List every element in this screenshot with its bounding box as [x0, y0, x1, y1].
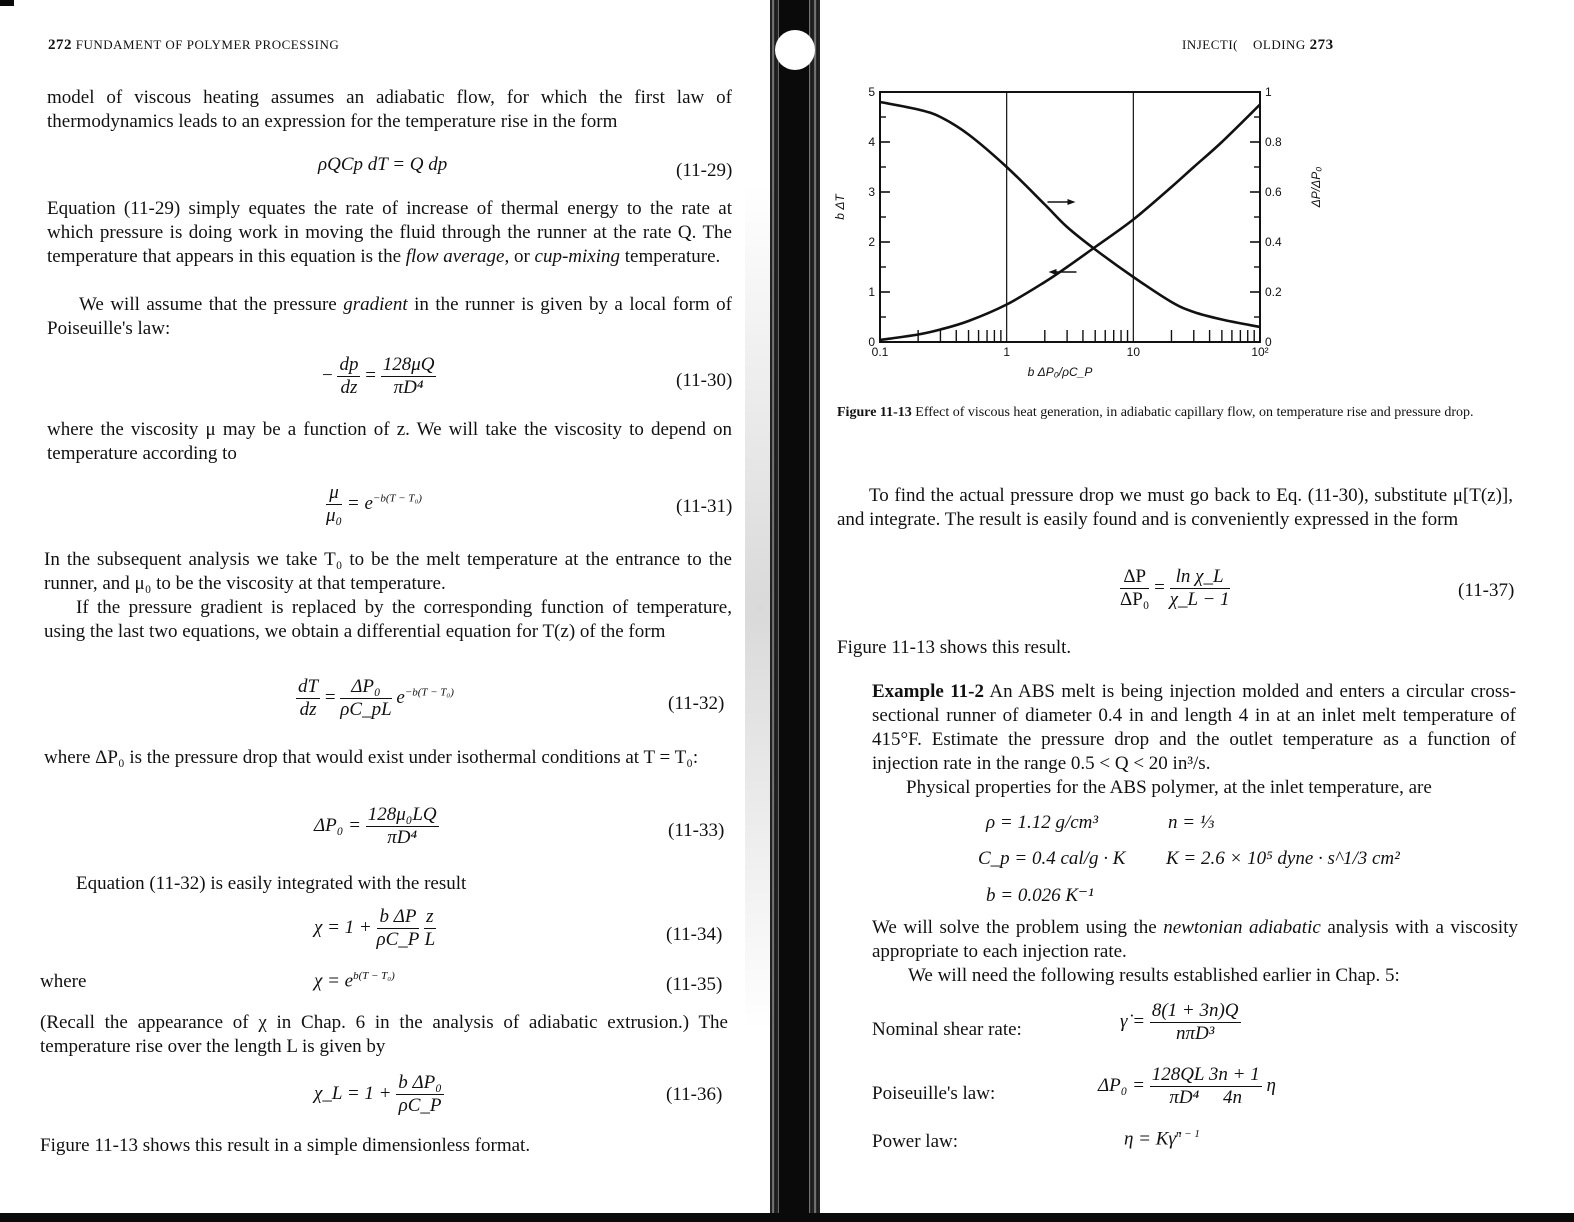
denominator: πD⁴ [393, 377, 424, 398]
fraction [1170, 566, 1230, 611]
equation-lhs: χ = 1 + [314, 916, 372, 938]
y-right-tick-label: 0 [1265, 335, 1272, 349]
equation-number: (11-36) [666, 1084, 723, 1105]
left-arrow-head-icon [1048, 269, 1056, 275]
numerator: 128μQ [382, 354, 435, 375]
equation-shear-rate [1120, 1000, 1241, 1045]
paragraph: where ΔP₀ is the pressure drop that would exist under isothermal conditions at T = T₀: [44, 747, 699, 768]
equation-number: (11-29) [676, 160, 733, 181]
equation-11-35 [314, 970, 395, 992]
numerator: 128μ₀LQ [367, 804, 437, 825]
paragraph [47, 293, 732, 341]
paragraph: model of viscous heating assumes an adiabatic flow, for which the first law of thermodynamics leads to an expression for the temperature rise in the form [47, 87, 732, 132]
equation-lhs: ΔP₀ = [1098, 1074, 1145, 1096]
right-running-title: INJECTI( OLDING [1182, 37, 1306, 52]
fraction [366, 804, 439, 849]
fraction [296, 676, 320, 721]
y-right-tick-label: 0.6 [1265, 185, 1282, 199]
fraction [396, 1072, 444, 1117]
equation-number: (11-35) [666, 974, 723, 995]
x-axis-label: b ΔP₀/ρC_P [1027, 365, 1093, 379]
left-page-number: 272 [48, 37, 72, 53]
numerator: ln χ_L [1170, 566, 1230, 589]
denominator: ΔP₀ [1120, 589, 1150, 610]
fraction [1120, 566, 1149, 611]
paragraph: If the pressure gradient is replaced by the corresponding function of temperature, using the last two equations, we obtain a differential equation for T(z) of the form [44, 597, 732, 642]
text: analysis with a viscosity appropriate to each injection rate. [872, 917, 1518, 962]
denominator: ρC_P [398, 1095, 442, 1116]
fraction [381, 354, 437, 399]
text: We will solve the problem using the [872, 917, 1164, 938]
numerator: b ΔP [377, 906, 420, 929]
paragraph [47, 197, 732, 269]
paragraph [872, 916, 1518, 964]
emphasis: cup-mixing [534, 246, 621, 267]
equation-number: (11-37) [1458, 580, 1515, 601]
result-label: Power law: [872, 1131, 959, 1152]
emphasis: newtonian adiabatic [1163, 917, 1321, 938]
y-tick-label: 1 [868, 285, 875, 299]
eta-symbol: η [1266, 1074, 1276, 1096]
x-tick-label: 1 [1003, 345, 1011, 359]
y-tick-label: 5 [868, 85, 875, 99]
left-running-title: FUNDAMENT OF POLYMER PROCESSING [75, 37, 340, 52]
example-label: Example 11-2 [872, 681, 984, 702]
equation-number: (11-33) [668, 820, 725, 841]
property-k: K = 2.6 × 10⁵ dyne · s^1/3 cm² [1166, 848, 1400, 869]
text: We will assume that the pressure [79, 294, 344, 315]
denominator: L [424, 929, 436, 950]
paragraph: where the viscosity μ may be a function of z. We will take the viscosity to depend on temperature according to [47, 419, 732, 464]
fraction [340, 676, 391, 721]
where-label: where [40, 971, 87, 992]
equation-11-29: ρQCp dT = Q dp [318, 154, 448, 175]
result-label: Nominal shear rate: [872, 1019, 1022, 1040]
equation-lhs: χ = e [314, 970, 354, 992]
series-line-temperature-rise [880, 105, 1260, 341]
x-tick-label: 0.1 [871, 345, 889, 359]
numerator: dT [298, 676, 319, 697]
denominator: dz [299, 699, 317, 720]
equation-number: (11-32) [668, 693, 725, 714]
equation-11-31 [326, 482, 422, 527]
paragraph: Physical properties for the ABS polymer, at the inlet temperature, are [906, 777, 1432, 798]
equals-sign: = [324, 686, 336, 708]
exponent: n − 1 [1175, 1128, 1200, 1140]
paragraph: Equation (11-32) is easily integrated with the result [76, 873, 467, 894]
exponential-base: = e [346, 492, 373, 514]
paragraph: In the subsequent analysis we take T₀ to be the melt temperature at the entrance to the runner, and μ₀ to be the viscosity at that temperature. [44, 549, 732, 594]
numerator: ΔP₀ [340, 676, 391, 699]
equation-power-law [1124, 1128, 1200, 1150]
right-page [820, 0, 1574, 1222]
text: , or [504, 246, 535, 267]
property-cp: C_p = 0.4 cal/g · K [978, 848, 1126, 869]
denominator: χ_L − 1 [1169, 589, 1230, 610]
figure-caption [837, 402, 1517, 423]
fraction [424, 906, 435, 951]
emphasis: gradient [343, 294, 408, 315]
y-right-tick-label: 0.8 [1265, 135, 1282, 149]
y-tick-label: 0 [868, 335, 875, 349]
minus-sign: − [322, 364, 333, 386]
exponential-base: e [396, 686, 405, 708]
fraction [377, 906, 420, 951]
binding-hole [775, 30, 815, 70]
y-tick-label: 4 [868, 135, 875, 149]
equation-poiseuille [1098, 1064, 1276, 1109]
paragraph: (Recall the appearance of χ in Chap. 6 in the analysis of adiabatic extrusion.) The temperature rise over the length L is given by [40, 1012, 728, 1057]
y-tick-label: 3 [868, 185, 875, 199]
y-right-tick-label: 0.4 [1265, 235, 1282, 249]
y-right-tick-label: 0.2 [1265, 285, 1282, 299]
right-arrow-head-icon [1067, 199, 1075, 205]
numerator: dp [339, 354, 359, 375]
text: Equation (11-29) simply equates the rate of increase of thermal energy to the rate at which pressure is doing work in moving the fluid through the runner at the rate Q. The temperature that appears in this equation is the [47, 198, 732, 267]
equation-11-36 [314, 1072, 444, 1117]
equation-11-37 [1120, 566, 1230, 611]
left-running-head [48, 37, 339, 54]
series-line-pressure-ratio [880, 102, 1260, 327]
exponent: −b(T − T₀) [372, 492, 422, 505]
equation-number: (11-30) [676, 370, 733, 391]
numerator: z [426, 906, 434, 927]
left-page [0, 0, 770, 1222]
exponent: −b(T − T₀) [404, 686, 454, 699]
figure-11-13-chart [820, 76, 1360, 386]
denominator: πD⁴ 4n [1169, 1087, 1242, 1108]
denominator: μ₀ [326, 505, 343, 526]
text: temperature. [620, 246, 721, 267]
fraction [1150, 1064, 1262, 1109]
fraction [1150, 1000, 1241, 1045]
example-text: An ABS melt is being injection molded and enters a circular cross-sectional runner of diameter 0.4 in and length 4 in at an inlet melt temperature of 415°F. Estimate the pressure drop and the outlet temperature as a function of injection rate in the range 0.5 < Q < 20 in³/s. [872, 681, 1517, 774]
equals-sign: = [365, 364, 376, 386]
equation-lhs: η = Kγ̇ [1124, 1128, 1176, 1150]
example-paragraph [872, 680, 1516, 776]
equation-number: (11-34) [666, 924, 723, 945]
equation-lhs: χ_L = 1 + [314, 1082, 392, 1104]
property-b: b = 0.026 K⁻¹ [986, 885, 1094, 906]
emphasis: flow average [405, 246, 505, 267]
property-n: n = ⅓ [1168, 812, 1215, 833]
chart-frame [880, 92, 1260, 342]
figure-caption-text: Effect of viscous heat generation, in adiabatic capillary flow, on temperature rise and pressure drop. [915, 405, 1474, 420]
right-running-head [1182, 37, 1334, 54]
chart-plot-area [833, 85, 1323, 379]
denominator: πD⁴ [387, 827, 418, 848]
equation-number: (11-31) [676, 496, 733, 517]
property-density: ρ = 1.12 g/cm³ [986, 812, 1099, 833]
equation-lhs: ΔP₀ = [314, 814, 361, 836]
denominator: nπD³ [1175, 1023, 1215, 1044]
fraction [337, 354, 360, 399]
paragraph: Figure 11-13 shows this result in a simple dimensionless format. [40, 1135, 531, 1156]
denominator: ρC_pL [340, 699, 392, 720]
numerator: 8(1 + 3n)Q [1151, 1000, 1239, 1021]
x-tick-label: 10 [1126, 345, 1141, 359]
equation-lhs: γ̇ = [1120, 1010, 1146, 1032]
y-axis-label: b ΔT [833, 194, 847, 220]
paragraph: To find the actual pressure drop we must go back to Eq. (11-30), substitute μ[T(z)], and integrate. The result is easily found and is conveniently expressed in the form [837, 485, 1513, 530]
denominator: dz [340, 377, 358, 398]
paragraph: Figure 11-13 shows this result. [837, 637, 1072, 658]
paragraph: We will need the following results established earlier in Chap. 5: [908, 965, 1400, 986]
equation-11-30 [322, 354, 436, 399]
exponent: b(T − T₀) [353, 970, 395, 982]
denominator: ρC_P [376, 929, 420, 950]
figure-label: Figure 11-13 [837, 405, 912, 420]
result-label: Poiseuille's law: [872, 1083, 996, 1104]
x-tick-label: 10² [1251, 345, 1269, 359]
equation-11-32 [296, 676, 454, 721]
text: in the runner is given by a local form of Poiseuille's law: [47, 294, 732, 339]
numerator: μ [326, 482, 342, 505]
book-spine-core [779, 0, 809, 1215]
y-right-tick-label: 1 [1265, 85, 1272, 99]
y-right-axis-label: ΔP/ΔP₀ [1309, 166, 1323, 208]
fraction [326, 482, 342, 527]
equals-sign: = [1154, 576, 1165, 598]
equation-11-33 [314, 804, 439, 849]
y-tick-label: 2 [868, 235, 875, 249]
numerator: ΔP [1120, 566, 1149, 589]
equation-11-34 [314, 906, 436, 951]
numerator: 128QL 3n + 1 [1151, 1064, 1260, 1085]
numerator: b ΔP₀ [398, 1072, 442, 1093]
right-page-number: 273 [1309, 37, 1334, 53]
